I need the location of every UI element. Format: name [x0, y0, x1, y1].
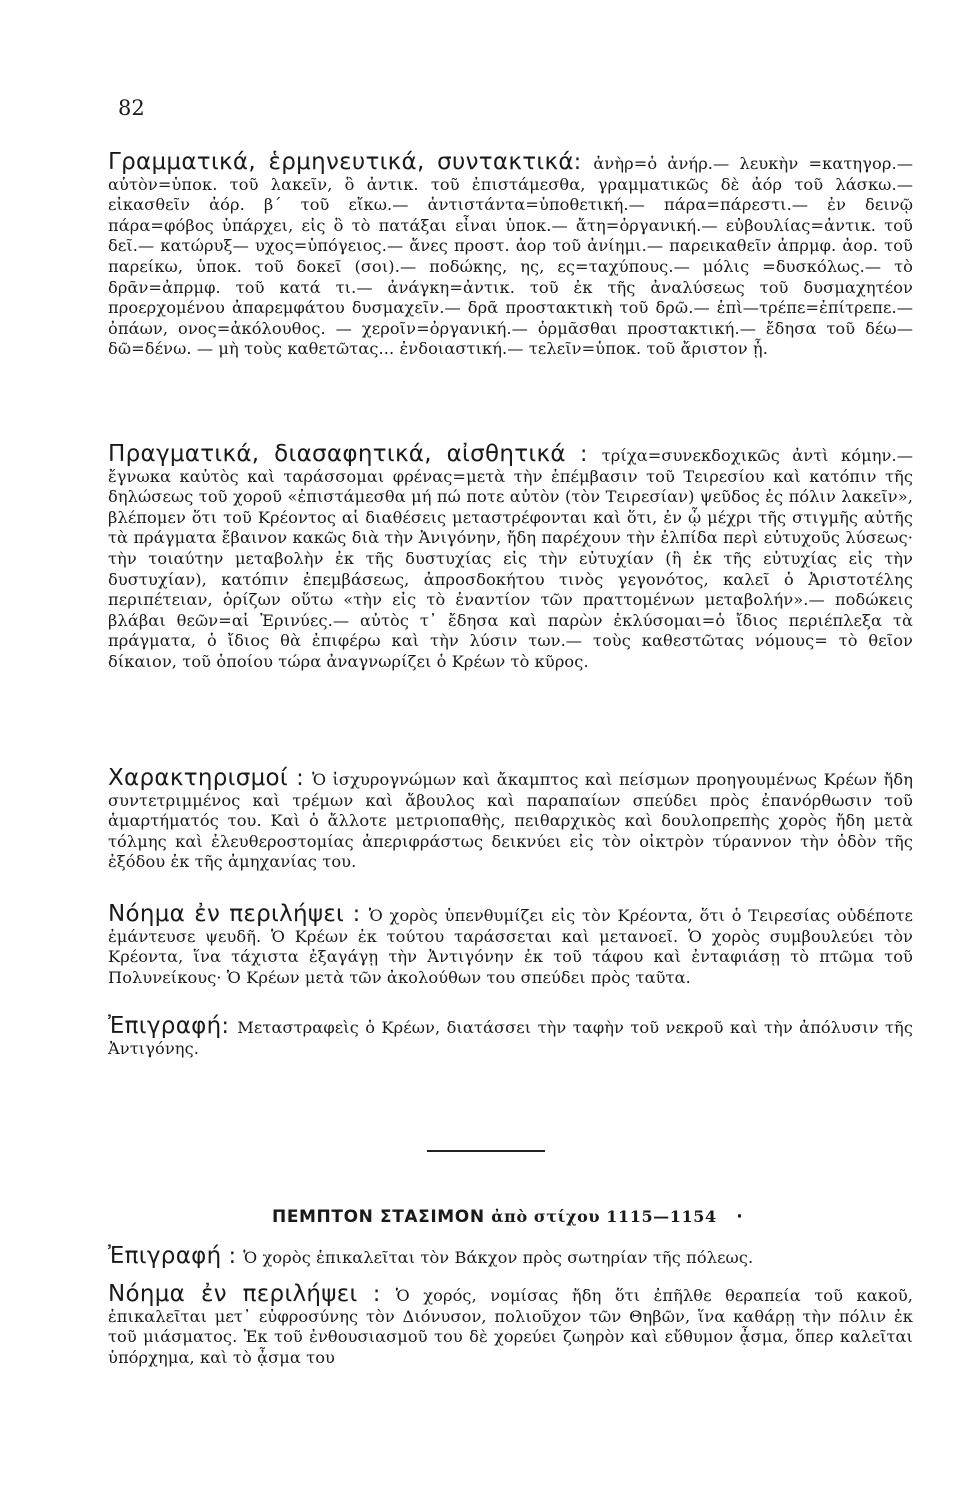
characterizations-heading: Χαρακτηρισμοί	[108, 765, 289, 791]
stasimon-subtitle: ἀπὸ στίχου 1115—1154	[491, 1207, 717, 1226]
stasimon-title	[272, 1207, 905, 1227]
clarifications-heading: Πραγματικά, διασαφητικά, αἰσθητικά	[108, 441, 566, 467]
summary-heading: Νόημα ἐν περιλήψει	[108, 901, 345, 927]
grammar-section	[108, 149, 913, 360]
clarifications-text: τρίχα=συνεκδοχικῶς ἀντὶ κόμην.— ἔγνωκα καὐτὸς καὶ ταράσσομαι φρένας=μετὰ τὴν ἐπέμβασιν τοῦ Τειρεσίου καὶ κατόπιν τῆς δηλώσεως τοῦ χοροῦ «ἐπιστάμεσθα μή πώ ποτε αὐτὸν (τὸν Τειρεσίαν) ψεῦδος ἐς πόλιν λακεῖν», βλέπομεν ὅτι τοῦ Κρέοντος αἱ διαθέσεις μεταστρέφονται καὶ ὅτι, ἐν ᾧ μέχρι τῆς στιγμῆς αὐτῆς τὰ πράγματα ἔβαινον κακῶς διὰ τὴν Ἀνιγόνην, ἤδη παρέχουν τὴν ἐλπίδα περὶ εὐτυχοῦς λύσεως· τὴν τοιαύτην μεταβολὴν ἐκ τῆς δυστυχίας εἰς τὴν εὐτυχίαν (ἢ ἐκ τῆς εὐτυχίας εἰς τὴν δυστυχίαν), κατόπιν ἐπεμβάσεως, ἀπροσδοκήτου τινὸς γεγονότος, καλεῖ ὁ Ἀριστοτέλης περιπέτειαν, ὁρίζων οὕτω «τὴν εἰς τὸ ἐναντίον τῶν πραττομένων μεταβολήν».— ποδώκεις βλάβαι θεῶν=αἱ Ἐρινύες.— αὐτὸς τ᾽ ἔδησα καὶ παρὼν ἐκλύσομαι=ὁ ἴδιος περιέπλεξα τὰ πράγματα, ὁ ἴδιος θὰ ἐπιφέρω καὶ τὴν λύσιν των.— τοὺς καθεστῶτας νόμους= τὸ θεῖον δίκαιον, τοῦ ὁποίου τώρα ἀναγνωρίζει ὁ Κρέων τὸ κῦρος.	[108, 446, 913, 671]
summary-section	[108, 901, 914, 988]
grammar-heading: Γραμματικά, ἑρμηνευτικά, συντακτικά	[108, 149, 574, 175]
page-number: 82	[118, 96, 145, 120]
stasimon-epigraph-text: Ὁ χορὸς ἐπικαλεῖται τὸν Βάκχον πρὸς σωτηρίαν τῆς πόλεως.	[243, 1248, 754, 1267]
summary-paragraph: Νόημα ἐν περιλήψει : Ὁ χορὸς ὑπενθυμίζει εἰς τὸν Κρέοντα, ὅτι ὁ Τειρεσίας οὐδέποτε ἐμάντευσε ψευδῆ. Ὁ Κρέων ἐκ τούτου ταράσσεται καὶ μετανοεῖ. Ὁ χορὸς συμβουλεύει τὸν Κρέοντα, ἵνα τάχιστα ἐξαγάγῃ τὴν Ἀντιγόνην ἐκ τοῦ τάφου καὶ ἐνταφιάσῃ τὸ πτῶμα τοῦ Πολυνείκους· Ὁ Κρέων μετὰ τῶν ἀκολούθων του σπεύδει πρὸς ταῦτα.	[108, 901, 914, 987]
epigraph-heading: Ἐπιγραφή	[108, 1013, 222, 1039]
stasimon-mark: ·	[736, 1207, 744, 1227]
stasimon-summary-section	[108, 1281, 914, 1368]
stasimon-title-main: ΠΕΜΠΤΟΝ ΣΤΑΣΙΜΟΝ	[272, 1207, 485, 1227]
epigraph-section	[108, 1013, 913, 1059]
stasimon-epigraph-heading: Ἐπιγραφή	[108, 1243, 222, 1269]
clarifications-section	[108, 441, 913, 673]
summary-text: Ὁ χορὸς ὑπενθυμίζει εἰς τὸν Κρέοντα, ὅτι ὁ Τειρεσίας οὐδέποτε ἐμάντευσε ψευδῆ. Ὁ Κρέων ἐκ τούτου ταράσσεται καὶ μετανοεῖ. Ὁ χορὸς συμβουλεύει τὸν Κρέοντα, ἵνα τάχιστα ἐξαγάγῃ τὴν Ἀντιγόνην ἐκ τοῦ τάφου καὶ ἐνταφιάσῃ τὸ πτῶμα τοῦ Πολυνείκους· Ὁ Κρέων μετὰ τῶν ἀκολούθων του σπεύδει πρὸς ταῦτα.	[108, 906, 914, 987]
stasimon-epigraph-paragraph: Ἐπιγραφή : Ὁ χορὸς ἐπικαλεῖται τὸν Βάκχον πρὸς σωτηρίαν τῆς πόλεως.	[108, 1243, 754, 1269]
grammar-paragraph: Γραμματικά, ἑρμηνευτικά, συντακτικά: ἀνὴρ=ὁ ἀνήρ.— λευκὴν =κατηγορ.— αὐτὸν=ὑποκ. τοῦ λακεῖν, ὃ ἀντικ. τοῦ ἐπιστάμεσθα, γραμματικῶς δὲ ἀόρ τοῦ λάσκω.— εἰκασθεῖν ἀόρ. β΄ τοῦ εἴκω.— ἀντιστάντα=ὑποθετική.— πάρα=πάρεστι.— ἐν δεινῷ πάρα=φόβος ὑπάρχει, εἰς ὃ τὸ πατάξαι εἶναι ὑποκ.— ἄτη=ὀργανική.— εὐβουλίας=ἀντικ. τοῦ δεῖ.— κατώρυξ— υχος=ὑπόγειος.— ἄνες προστ. ἀορ τοῦ ἀνίημι.— παρεικαθεῖν ἀπρμφ. ἀορ. τοῦ παρείκω, ὑποκ. τοῦ δοκεῖ (σοι).— ποδώκης, ης, ες=ταχύπους.— μόλις =δυσκόλως.— τὸ δρᾶν=ἀπρμφ. τοῦ κατά τι.— ἀνάγκη=ἀντικ. τοῦ ἐκ τῆς ἀναλύσεως τοῦ δυσμαχητέον προερχομένου ἀπαρεμφάτου δυσμαχεῖν.— δρᾶ προστακτικὴ τοῦ δρῶ.— ἐπὶ—τρέπε=ἐπίτρεπε.— ὀπάων, ονος=ἀκόλουθος. — χεροῖν=ὀργανική.— ὁρμᾶσθαι προστακτική.— ἔδησα τοῦ δέω—δῶ=δένω. — μὴ τοὺς καθετῶτας... ἐνδοιαστική.— τελεῖν=ὑποκ. τοῦ ἄριστον ᾖ.	[108, 149, 913, 359]
stasimon-summary-heading: Νόημα ἐν περιλήψει	[108, 1281, 358, 1307]
stasimon-epigraph-section	[108, 1243, 913, 1269]
clarifications-paragraph: Πραγματικά, διασαφητικά, αἰσθητικά : τρίχα=συνεκδοχικῶς ἀντὶ κόμην.— ἔγνωκα καὐτὸς καὶ ταράσσομαι φρένας=μετὰ τὴν ἐπέμβασιν τοῦ Τειρεσίου καὶ κατόπιν τῆς δηλώσεως τοῦ χοροῦ «ἐπιστάμεσθα μή πώ ποτε αὐτὸν (τὸν Τειρεσίαν) ψεῦδος ἐς πόλιν λακεῖν», βλέπομεν ὅτι τοῦ Κρέοντος αἱ διαθέσεις μεταστρέφονται καὶ ὅτι, ἐν ᾧ μέχρι τῆς στιγμῆς αὐτῆς τὰ πράγματα ἔβαινον κακῶς διὰ τὴν Ἀνιγόνην, ἤδη παρέχουν τὴν ἐλπίδα περὶ εὐτυχοῦς λύσεως· τὴν τοιαύτην μεταβολὴν ἐκ τῆς δυστυχίας εἰς τὴν εὐτυχίαν (ἢ ἐκ τῆς εὐτυχίας εἰς τὴν δυστυχίαν), κατόπιν ἐπεμβάσεως, ἀπροσδοκήτου τινὸς γεγονότος, καλεῖ ὁ Ἀριστοτέλης περιπέτειαν, ὁρίζων οὕτω «τὴν εἰς τὸ ἐναντίον τῶν πραττομένων μεταβολήν».— ποδώκεις βλάβαι θεῶν=αἱ Ἐρινύες.— αὐτὸς τ᾽ ἔδησα καὶ παρὼν ἐκλύσομαι=ὁ ἴδιος περιέπλεξα τὰ πράγματα, ὁ ἴδιος θὰ ἐπιφέρω καὶ τὴν λύσιν των.— τοὺς καθεστῶτας νόμους= τὸ θεῖον δίκαιον, τοῦ ὁποίου τώρα ἀναγνωρίζει ὁ Κρέων τὸ κῦρος.	[108, 441, 913, 671]
grammar-text: ἀνὴρ=ὁ ἀνήρ.— λευκὴν =κατηγορ.— αὐτὸν=ὑποκ. τοῦ λακεῖν, ὃ ἀντικ. τοῦ ἐπιστάμεσθα, γραμματικῶς δὲ ἀόρ τοῦ λάσκω.— εἰκασθεῖν ἀόρ. β΄ τοῦ εἴκω.— ἀντιστάντα=ὑποθετική.— πάρα=πάρεστι.— ἐν δεινῷ πάρα=φόβος ὑπάρχει, εἰς ὃ τὸ πατάξαι εἶναι ὑποκ.— ἄτη=ὀργανική.— εὐβουλίας=ἀντικ. τοῦ δεῖ.— κατώρυξ— υχος=ὑπόγειος.— ἄνες προστ. ἀορ τοῦ ἀνίημι.— παρεικαθεῖν ἀπρμφ. ἀορ. τοῦ παρείκω, ὑποκ. τοῦ δοκεῖ (σοι).— ποδώκης, ης, ες=ταχύπους.— μόλις =δυσκόλως.— τὸ δρᾶν=ἀπρμφ. τοῦ κατά τι.— ἀνάγκη=ἀντικ. τοῦ ἐκ τῆς ἀναλύσεως τοῦ δυσμαχητέον προερχομένου ἀπαρεμφάτου δυσμαχεῖν.— δρᾶ προστακτικὴ τοῦ δρῶ.— ἐπὶ—τρέπε=ἐπίτρεπε.— ὀπάων, ονος=ἀκόλουθος. — χεροῖν=ὀργανική.— ὁρμᾶσθαι προστακτική.— ἔδησα τοῦ δέω—δῶ=δένω. — μὴ τοὺς καθετῶτας... ἐνδοιαστική.— τελεῖν=ὑποκ. τοῦ ἄριστον ᾖ.	[108, 154, 913, 359]
characterizations-paragraph: Χαρακτηρισμοί : Ὁ ἰσχυρογνώμων καὶ ἄκαμπτος καὶ πείσμων προηγουμένως Κρέων ἤδη συντετριμμένος καὶ τρέμων καὶ ἄβουλος καὶ παραπαίων σπεύδει πρὸς ἐπανόρθωσιν τοῦ ἁμαρτήματός του. Καὶ ὁ ἄλλοτε μετριοπαθὴς, πειθαρχικὸς καὶ δουλοπρεπὴς χορὸς ἤδη μετὰ τόλμης καὶ ἐλευθεροστομίας ἀπεριφράστως δεικνύει εἰς τὸν οἰκτρὸν τύραννον τὴν ὁδὸν τῆς ἐξόδου ἐκ τῆς ἀμηχανίας του.	[108, 765, 914, 872]
section-divider	[427, 1150, 545, 1152]
epigraph-paragraph: Ἐπιγραφή: Μεταστραφεὶς ὁ Κρέων, διατάσσει τὴν ταφὴν τοῦ νεκροῦ καὶ τὴν ἀπόλυσιν τῆς Ἀντιγόνης.	[108, 1013, 913, 1058]
epigraph-text: Μεταστραφεὶς ὁ Κρέων, διατάσσει τὴν ταφὴν τοῦ νεκροῦ καὶ τὴν ἀπόλυσιν τῆς Ἀντιγόνης.	[108, 1018, 913, 1058]
stasimon-summary-text: Ὁ χορός, νομίσας ἤδη ὅτι ἐπῆλθε θεραπεία τοῦ κακοῦ, ἐπικαλεῖται μετ᾽ εὐφροσύνης τὸν Διόνυσον, πολιοῦχον τῶν Θηβῶν, ἵνα καθάρῃ τὴν πόλιν ἐκ τοῦ μιάσματος. Ἐκ τοῦ ἐνθουσιασμοῦ του δὲ χορεύει ζωηρὸν καὶ εὔθυμον ᾆσμα, ὅπερ καλεῖται ὑπόρχημα, καὶ τὸ ᾆσμα του	[108, 1286, 914, 1367]
characterizations-text: Ὁ ἰσχυρογνώμων καὶ ἄκαμπτος καὶ πείσμων προηγουμένως Κρέων ἤδη συντετριμμένος καὶ τρέμων καὶ ἄβουλος καὶ παραπαίων σπεύδει πρὸς ἐπανόρθωσιν τοῦ ἁμαρτήματός του. Καὶ ὁ ἄλλοτε μετριοπαθὴς, πειθαρχικὸς καὶ δουλοπρεπὴς χορὸς ἤδη μετὰ τόλμης καὶ ἐλευθεροστομίας ἀπεριφράστως δεικνύει εἰς τὸν οἰκτρὸν τύραννον τὴν ὁδὸν τῆς ἐξόδου ἐκ τῆς ἀμηχανίας του.	[108, 770, 914, 872]
characterizations-section	[108, 765, 914, 873]
stasimon-summary-paragraph: Νόημα ἐν περιλήψει : Ὁ χορός, νομίσας ἤδη ὅτι ἐπῆλθε θεραπεία τοῦ κακοῦ, ἐπικαλεῖται μετ᾽ εὐφροσύνης τὸν Διόνυσον, πολιοῦχον τῶν Θηβῶν, ἵνα καθάρῃ τὴν πόλιν ἐκ τοῦ μιάσματος. Ἐκ τοῦ ἐνθουσιασμοῦ του δὲ χορεύει ζωηρὸν καὶ εὔθυμον ᾆσμα, ὅπερ καλεῖται ὑπόρχημα, καὶ τὸ ᾆσμα του	[108, 1281, 914, 1367]
